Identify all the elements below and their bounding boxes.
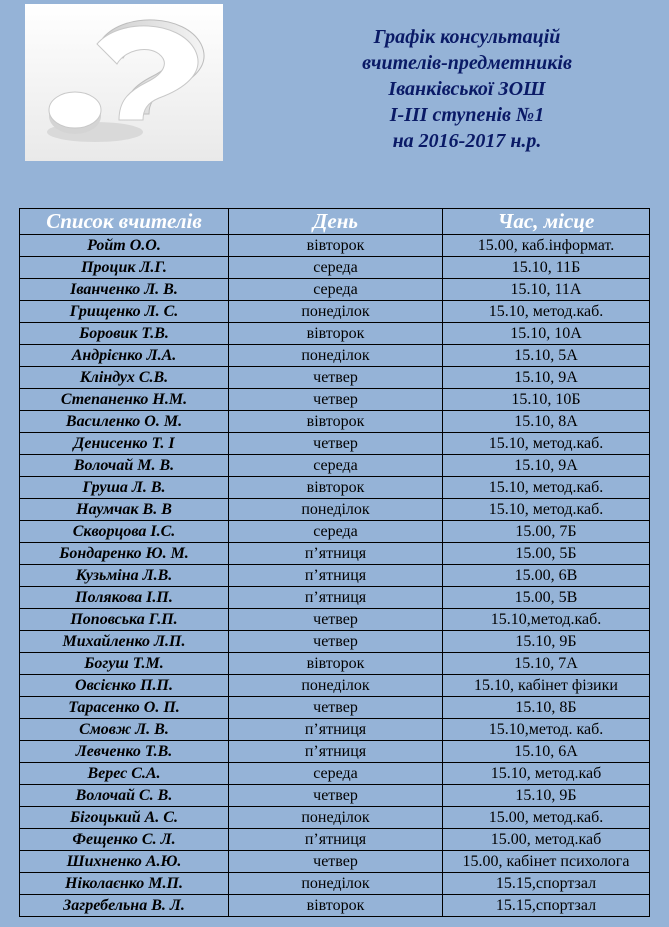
time-place-cell: 15.10, метод.каб: [443, 763, 650, 785]
day-cell: вівторок: [229, 477, 443, 499]
teacher-cell: Іванченко Л. В.: [20, 279, 229, 301]
teacher-cell: Михайленко Л.П.: [20, 631, 229, 653]
time-place-cell: 15.00, 6В: [443, 565, 650, 587]
table-row: [20, 345, 650, 367]
day-cell: середа: [229, 257, 443, 279]
table-row: [20, 433, 650, 455]
day-cell: п’ятниця: [229, 543, 443, 565]
table-row: [20, 367, 650, 389]
table-row: [20, 719, 650, 741]
time-place-cell: 15.10, метод.каб.: [443, 477, 650, 499]
teacher-column-header: Список вчителів: [20, 209, 229, 235]
time-place-cell: 15.10,метод.каб.: [443, 609, 650, 631]
day-cell: п’ятниця: [229, 741, 443, 763]
table-row: [20, 565, 650, 587]
day-cell: понеділок: [229, 873, 443, 895]
time-place-cell: 15.10, 9А: [443, 367, 650, 389]
time-place-cell: 15.10,метод. каб.: [443, 719, 650, 741]
table-row: [20, 763, 650, 785]
teacher-cell: Процик Л.Г.: [20, 257, 229, 279]
table-row: [20, 653, 650, 675]
teacher-cell: Степаненко Н.М.: [20, 389, 229, 411]
time-place-cell: 15.00, 7Б: [443, 521, 650, 543]
title-line: Іванківської ЗОШ: [388, 78, 546, 100]
time-place-cell: 15.10, 10А: [443, 323, 650, 345]
teacher-cell: Бондаренко Ю. М.: [20, 543, 229, 565]
day-cell: середа: [229, 455, 443, 477]
time-place-cell: 15.10, 8Б: [443, 697, 650, 719]
teacher-cell: Ніколаєнко М.П.: [20, 873, 229, 895]
table-row: [20, 873, 650, 895]
teacher-cell: Кузьміна Л.В.: [20, 565, 229, 587]
time-place-cell: 15.10, 8А: [443, 411, 650, 433]
title-line: Графік консультацій: [373, 26, 561, 48]
table-row: [20, 455, 650, 477]
time-place-cell: 15.10, 11А: [443, 279, 650, 301]
teacher-cell: Боровик Т.В.: [20, 323, 229, 345]
day-cell: четвер: [229, 389, 443, 411]
table-row: [20, 235, 650, 257]
time-place-cell: 15.10, кабінет фізики: [443, 675, 650, 697]
day-cell: п’ятниця: [229, 719, 443, 741]
day-cell: понеділок: [229, 499, 443, 521]
table-row: [20, 785, 650, 807]
table-row: [20, 609, 650, 631]
day-cell: середа: [229, 279, 443, 301]
table-row: [20, 543, 650, 565]
day-cell: понеділок: [229, 807, 443, 829]
table-row: [20, 499, 650, 521]
table-row: [20, 279, 650, 301]
day-cell: середа: [229, 763, 443, 785]
table-row: [20, 477, 650, 499]
teacher-cell: Поповська Г.П.: [20, 609, 229, 631]
title-line: на 2016-2017 н.р.: [392, 130, 542, 152]
time-place-cell: 15.00, кабінет психолога: [443, 851, 650, 873]
day-cell: вівторок: [229, 895, 443, 917]
day-cell: п’ятниця: [229, 587, 443, 609]
table-row: [20, 323, 650, 345]
page-title: [300, 24, 634, 154]
teacher-cell: Фещенко С. Л.: [20, 829, 229, 851]
teacher-cell: Груша Л. В.: [20, 477, 229, 499]
time-place-cell: 15.10, 9Б: [443, 631, 650, 653]
day-cell: понеділок: [229, 675, 443, 697]
teacher-cell: Загребельна В. Л.: [20, 895, 229, 917]
time-place-cell: 15.10, 11Б: [443, 257, 650, 279]
teacher-cell: Овсієнко П.П.: [20, 675, 229, 697]
teacher-cell: Наумчак В. В: [20, 499, 229, 521]
table-row: [20, 521, 650, 543]
day-cell: четвер: [229, 851, 443, 873]
time-place-cell: 15.00, 5Б: [443, 543, 650, 565]
teacher-cell: Скворцова І.С.: [20, 521, 229, 543]
teacher-cell: Василенко О. М.: [20, 411, 229, 433]
time-place-cell: 15.00, метод.каб.: [443, 807, 650, 829]
day-cell: четвер: [229, 785, 443, 807]
day-cell: понеділок: [229, 301, 443, 323]
day-cell: четвер: [229, 631, 443, 653]
day-cell: четвер: [229, 433, 443, 455]
teacher-cell: Шихненко А.Ю.: [20, 851, 229, 873]
teacher-cell: Полякова І.П.: [20, 587, 229, 609]
teacher-cell: Волочай М. В.: [20, 455, 229, 477]
time-place-cell: 15.10, метод.каб.: [443, 499, 650, 521]
day-cell: четвер: [229, 697, 443, 719]
table-row: [20, 389, 650, 411]
table-row: [20, 741, 650, 763]
day-cell: вівторок: [229, 235, 443, 257]
day-cell: понеділок: [229, 345, 443, 367]
title-line: І-ІІІ ступенів №1: [389, 104, 545, 126]
time-place-cell: 15.00, метод.каб: [443, 829, 650, 851]
time-place-cell: 15.00, 5В: [443, 587, 650, 609]
day-cell: вівторок: [229, 411, 443, 433]
title-line: вчителів-предметників: [362, 52, 572, 74]
teacher-cell: Тарасенко О. П.: [20, 697, 229, 719]
table-body: [20, 235, 650, 917]
day-cell: середа: [229, 521, 443, 543]
time-place-cell: 15.10, метод.каб.: [443, 433, 650, 455]
table-row: [20, 257, 650, 279]
time-place-cell: 15.10, 10Б: [443, 389, 650, 411]
question-mark-icon: [25, 4, 223, 161]
table-row: [20, 675, 650, 697]
time-place-column-header: Час, місце: [443, 209, 650, 235]
time-place-cell: 15.10, метод.каб.: [443, 301, 650, 323]
table-header-row: [20, 209, 650, 235]
table-row: [20, 895, 650, 917]
day-cell: четвер: [229, 609, 443, 631]
teacher-cell: Кліндух С.В.: [20, 367, 229, 389]
day-cell: вівторок: [229, 323, 443, 345]
teacher-cell: Волочай С. В.: [20, 785, 229, 807]
table-row: [20, 829, 650, 851]
teacher-cell: Ройт О.О.: [20, 235, 229, 257]
table-row: [20, 587, 650, 609]
time-place-cell: 15.15,спортзал: [443, 873, 650, 895]
day-cell: п’ятниця: [229, 565, 443, 587]
time-place-cell: 15.10, 6А: [443, 741, 650, 763]
table-row: [20, 411, 650, 433]
time-place-cell: 15.10, 7А: [443, 653, 650, 675]
table-row: [20, 697, 650, 719]
table-row: [20, 851, 650, 873]
time-place-cell: 15.10, 9А: [443, 455, 650, 477]
teacher-cell: Грищенко Л. С.: [20, 301, 229, 323]
day-column-header: День: [229, 209, 443, 235]
table-row: [20, 631, 650, 653]
teacher-cell: Бігоцький А. С.: [20, 807, 229, 829]
day-cell: п’ятниця: [229, 829, 443, 851]
time-place-cell: 15.15,спортзал: [443, 895, 650, 917]
teacher-cell: Смовж Л. В.: [20, 719, 229, 741]
table-row: [20, 301, 650, 323]
table-row: [20, 807, 650, 829]
day-cell: вівторок: [229, 653, 443, 675]
teacher-cell: Левченко Т.В.: [20, 741, 229, 763]
day-cell: четвер: [229, 367, 443, 389]
time-place-cell: 15.10, 5А: [443, 345, 650, 367]
teacher-cell: Богуш Т.М.: [20, 653, 229, 675]
question-mark-picture: [25, 4, 223, 161]
teacher-cell: Андрієнко Л.А.: [20, 345, 229, 367]
teacher-cell: Денисенко Т. І: [20, 433, 229, 455]
time-place-cell: 15.00, каб.інформат.: [443, 235, 650, 257]
teacher-cell: Верес С.А.: [20, 763, 229, 785]
consultation-schedule-table: [19, 208, 650, 917]
time-place-cell: 15.10, 9Б: [443, 785, 650, 807]
